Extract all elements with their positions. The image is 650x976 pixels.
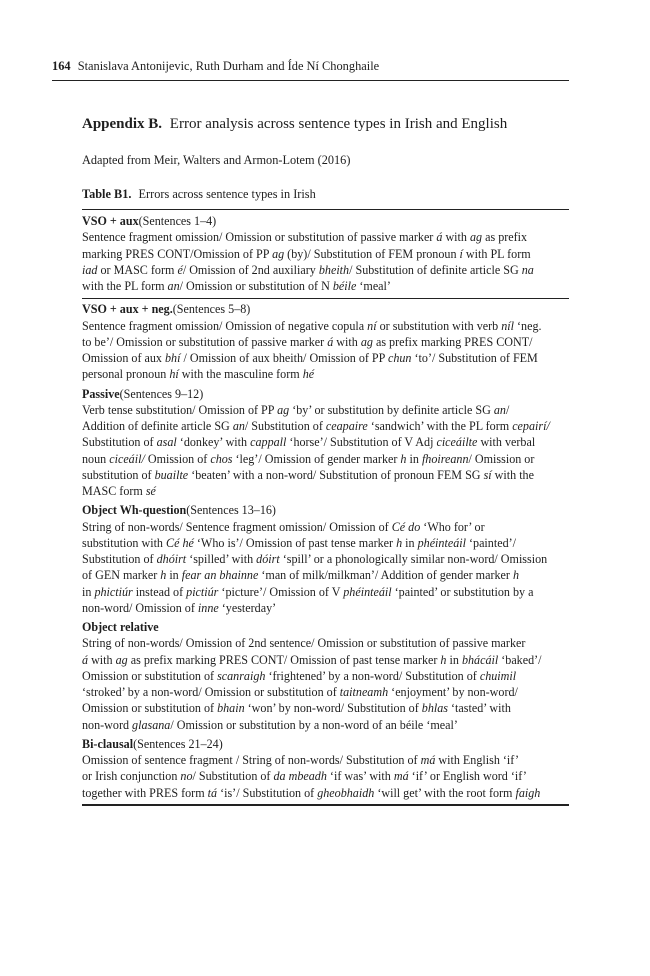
section-text-line: Sentence fragment omission/ Omission of negative copula ní or substitution with verb níl ‘neg. [82, 318, 542, 333]
section-text-line: of GEN marker h in fear an bhainne ‘man of milk/milkman’/ Addition of gender marker h [82, 568, 519, 583]
section-text-line: or Irish conjunction no/ Substitution of da mbeadh ‘if was’ with má ‘if’ or English word ‘if’ [82, 769, 527, 784]
table-section [82, 298, 569, 382]
table-section [82, 499, 569, 616]
section-text-line: á with ag as prefix marking PRES CONT/ Omission of past tense marker h in bhácáil ‘baked’/ [82, 652, 542, 667]
table-caption [82, 186, 316, 202]
section-name: VSO + aux + neg. [82, 302, 173, 317]
section-text-line: substitution with Cé hé ‘Who is’/ Omission of past tense marker h in phéinteáil ‘painted’/ [82, 535, 517, 550]
table-section [82, 383, 569, 500]
table-caption-text: Errors across sentence types in Irish [138, 187, 316, 201]
header-rule [52, 80, 569, 81]
section-text-line: marking PRES CONT/Omission of PP ag (by)/ Substitution of FEM pronoun í with PL form [82, 246, 531, 261]
section-heading [82, 502, 569, 518]
section-text-line: Omission of sentence fragment / String of non-words/ Substitution of má with English ‘if’ [82, 753, 520, 767]
section-heading [82, 619, 569, 635]
section-name: Object relative [82, 620, 159, 634]
section-text-line: iad or MASC form é/ Omission of 2nd auxiliary bheith/ Substitution of definite article SG na [82, 262, 534, 277]
section-text-line: String of non-words/ Sentence fragment omission/ Omission of Cé do ‘Who for’ or [82, 519, 485, 534]
section-range: (Sentences 21–24) [133, 736, 223, 751]
table-section [82, 616, 569, 733]
section-range: (Sentences 5–8) [172, 302, 251, 317]
appendix-title: Error analysis across sentence types in Irish and English [169, 116, 508, 132]
section-range: (Sentences 1–4) [138, 214, 217, 228]
section-text-line: Substitution of dhóirt ‘spilled’ with dóirt ‘spill’ or a phonologically similar non-word/ Omission [82, 552, 548, 566]
section-name: Passive [82, 386, 120, 401]
section-text-line: Addition of definite article SG an/ Substitution of ceapaire ‘sandwich’ with the PL form cepairí/ [82, 419, 550, 433]
section-text-line: Sentence fragment omission/ Omission or substitution of passive marker á with ag as prefix [82, 230, 528, 245]
section-heading [82, 386, 569, 402]
section-text-line: ‘stroked’ by a non-word/ Omission or substitution of taitneamh ‘enjoyment’ by non-word/ [82, 685, 518, 699]
table-section [82, 210, 569, 294]
section-text-line: in phictiúr instead of pictiúr ‘picture’/ Omission of V phéinteáil ‘painted’ or substitution by a [82, 584, 534, 599]
section-name: Bi-clausal [82, 736, 134, 751]
appendix-heading [82, 114, 572, 134]
source-note: Adapted from Meir, Walters and Armon-Lotem (2016) [82, 153, 351, 167]
table-section [82, 733, 569, 804]
section-text-line: Omission or substitution of scanraigh ‘frightened’ by a non-word/ Substitution of chuimil [82, 668, 517, 683]
header-authors: Stanislava Antonijevic, Ruth Durham and Íde Ní Chonghaile [77, 59, 380, 73]
page-number: 164 [52, 59, 71, 73]
section-heading [82, 736, 569, 752]
section-text-line: together with PRES form tá ‘is’/ Substitution of gheobhaidh ‘will get’ with the root form faigh [82, 785, 541, 800]
section-heading [82, 213, 569, 229]
section-text-line: to be’/ Omission or substitution of passive marker á with ag as prefix marking PRES CONT/ [82, 334, 533, 349]
table-label: Table B1. [82, 187, 132, 201]
section-text-line: String of non-words/ Omission of 2nd sentence/ Omission or substitution of passive marker [82, 636, 526, 651]
section-text-line: Verb tense substitution/ Omission of PP ag ‘by’ or substitution by definite article SG an/ [82, 402, 510, 417]
section-range: (Sentences 13–16) [186, 503, 276, 518]
section-name: Object Wh-question [82, 503, 187, 518]
section-text-line: personal pronoun hí with the masculine form hé [82, 367, 315, 382]
section-range: (Sentences 9–12) [119, 386, 204, 401]
section-text-line: non-word glasana/ Omission or substitution by a non-word of an béile ‘meal’ [82, 717, 458, 732]
section-text-line: Omission of aux bhí / Omission of aux bheith/ Omission of PP chun ‘to’/ Substitution of FEM [82, 351, 538, 365]
section-text-line: MASC form sé [82, 484, 156, 498]
section-text-line: non-word/ Omission of inne ‘yesterday’ [82, 600, 277, 615]
section-text-line: substitution of buailte ‘beaten’ with a non-word/ Substitution of pronoun FEM SG sí with the [82, 467, 534, 482]
error-table [82, 209, 569, 806]
section-name: VSO + aux [82, 214, 139, 228]
running-header [52, 58, 569, 74]
section-text-line: Substitution of asal ‘donkey’ with cappall ‘horse’/ Substitution of V Adj ciceáilte with verbal [82, 435, 536, 450]
section-text-line: noun ciceáil/ Omission of chos ‘leg’/ Omission of gender marker h in fhoireann/ Omission or [82, 451, 535, 466]
appendix-label: Appendix B. [82, 116, 163, 132]
section-text-line: with the PL form an/ Omission or substitution of N béile ‘meal’ [82, 279, 391, 293]
section-text-line: Omission or substitution of bhain ‘won’ by non-word/ Substitution of bhlas ‘tasted’ with [82, 701, 511, 716]
section-heading [82, 301, 569, 317]
